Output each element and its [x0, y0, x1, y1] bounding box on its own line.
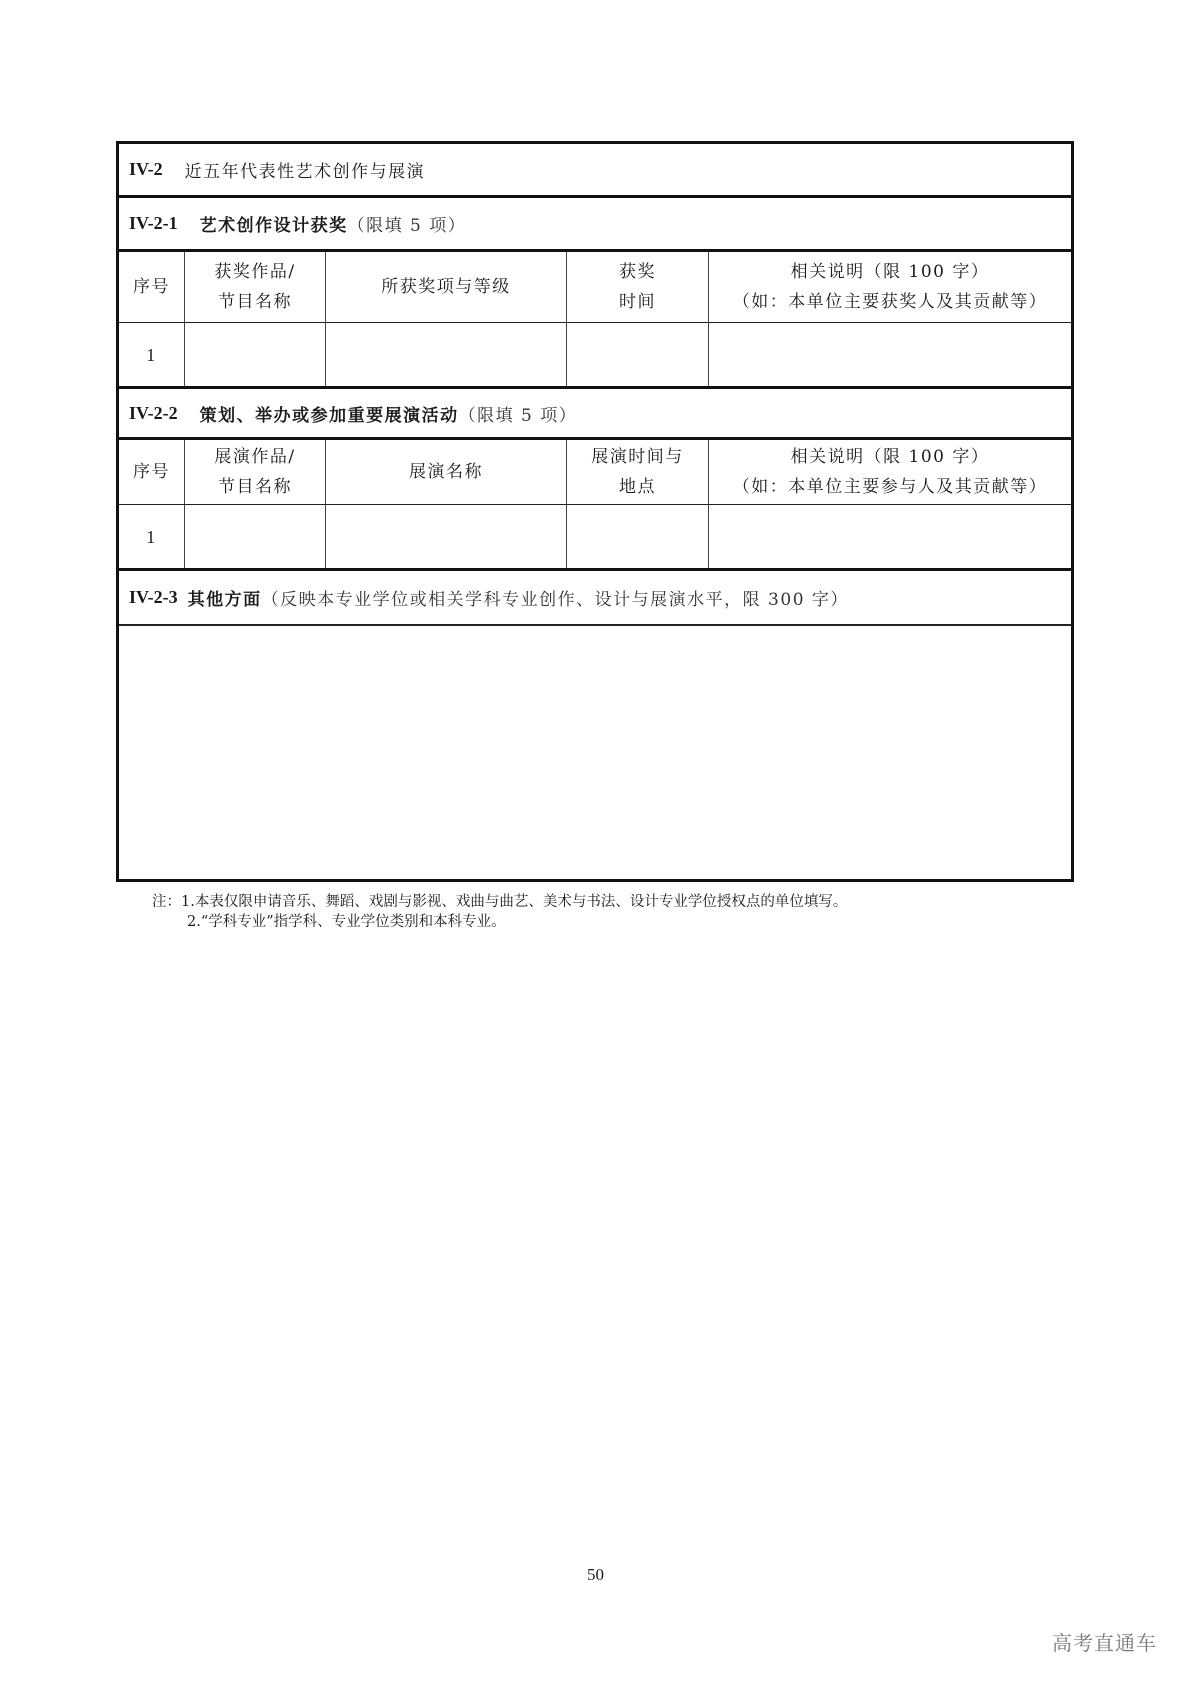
header-cell-description: 相关说明（限 100 字） （如：本单位主要获奖人及其贡献等）: [732, 262, 1048, 312]
cell-description-input[interactable]: [709, 323, 1071, 386]
header-cell-work: 获奖作品/ 节目名称: [185, 252, 326, 322]
section-limit-note: （反映本专业学位或相关学科专业创作、设计与展演水平，限 300 字）: [261, 590, 849, 610]
header-cell-work: 展演作品/ 节目名称: [185, 440, 326, 504]
table-row: [119, 323, 1071, 389]
watermark: 高考直通车: [1052, 1631, 1157, 1655]
section-code: IV-2-1: [129, 213, 178, 233]
section-title: 艺术创作设计获奖: [199, 216, 348, 236]
cell-description-input[interactable]: [709, 505, 1071, 568]
cell-work-input[interactable]: [185, 505, 326, 568]
header-cell-time: 获奖 时间: [567, 252, 709, 322]
section-header-iv-2-3: [119, 571, 1071, 626]
table-header-row: [119, 252, 1071, 323]
form-table: [116, 141, 1074, 882]
cell-event-name-input[interactable]: [326, 505, 567, 568]
table-row: [119, 505, 1071, 571]
header-cell-description: 相关说明（限 100 字） （如：本单位主要参与人及其贡献等）: [732, 447, 1048, 497]
section-title: 策划、举办或参加重要展演活动: [199, 405, 459, 426]
row-index: 1: [119, 505, 185, 568]
cell-work-input[interactable]: [185, 323, 326, 386]
section-code: IV-2-2: [129, 402, 178, 423]
section-limit-note: （限填 5 项）: [347, 216, 467, 236]
header-cell-index: 序号: [119, 252, 185, 322]
section-header-iv-2-2: [119, 389, 1071, 440]
footnote-2: 2.“学科专业”指学科、专业学位类别和本科专业。: [187, 914, 506, 930]
table-header-row: [119, 440, 1071, 505]
header-cell-event-name: 展演名称: [326, 440, 567, 504]
footnote-1: 注：1.本表仅限申请音乐、舞蹈、戏剧与影视、戏曲与曲艺、美术与书法、设计专业学位授权点的单位填写。: [152, 894, 848, 910]
section-header-iv-2: [119, 144, 1071, 198]
cell-time-place-input[interactable]: [567, 505, 709, 568]
header-cell-index: 序号: [119, 440, 185, 504]
header-cell-award: 所获奖项与等级: [326, 252, 567, 322]
section-limit-note: （限填 5 项）: [458, 405, 578, 426]
section-title: 其他方面: [187, 590, 262, 610]
footnotes: [152, 892, 847, 932]
page-number: 50: [587, 1565, 604, 1584]
row-index: 1: [119, 323, 185, 386]
other-aspects-textarea[interactable]: [119, 626, 1071, 879]
section-header-iv-2-1: [119, 198, 1071, 252]
cell-award-input[interactable]: [326, 323, 567, 386]
section-title: 近五年代表性艺术创作与展演: [184, 162, 426, 182]
cell-time-input[interactable]: [567, 323, 709, 386]
section-code: IV-2-3: [129, 587, 178, 607]
header-cell-time-place: 展演时间与 地点: [567, 440, 709, 504]
section-code: IV-2: [129, 159, 163, 179]
